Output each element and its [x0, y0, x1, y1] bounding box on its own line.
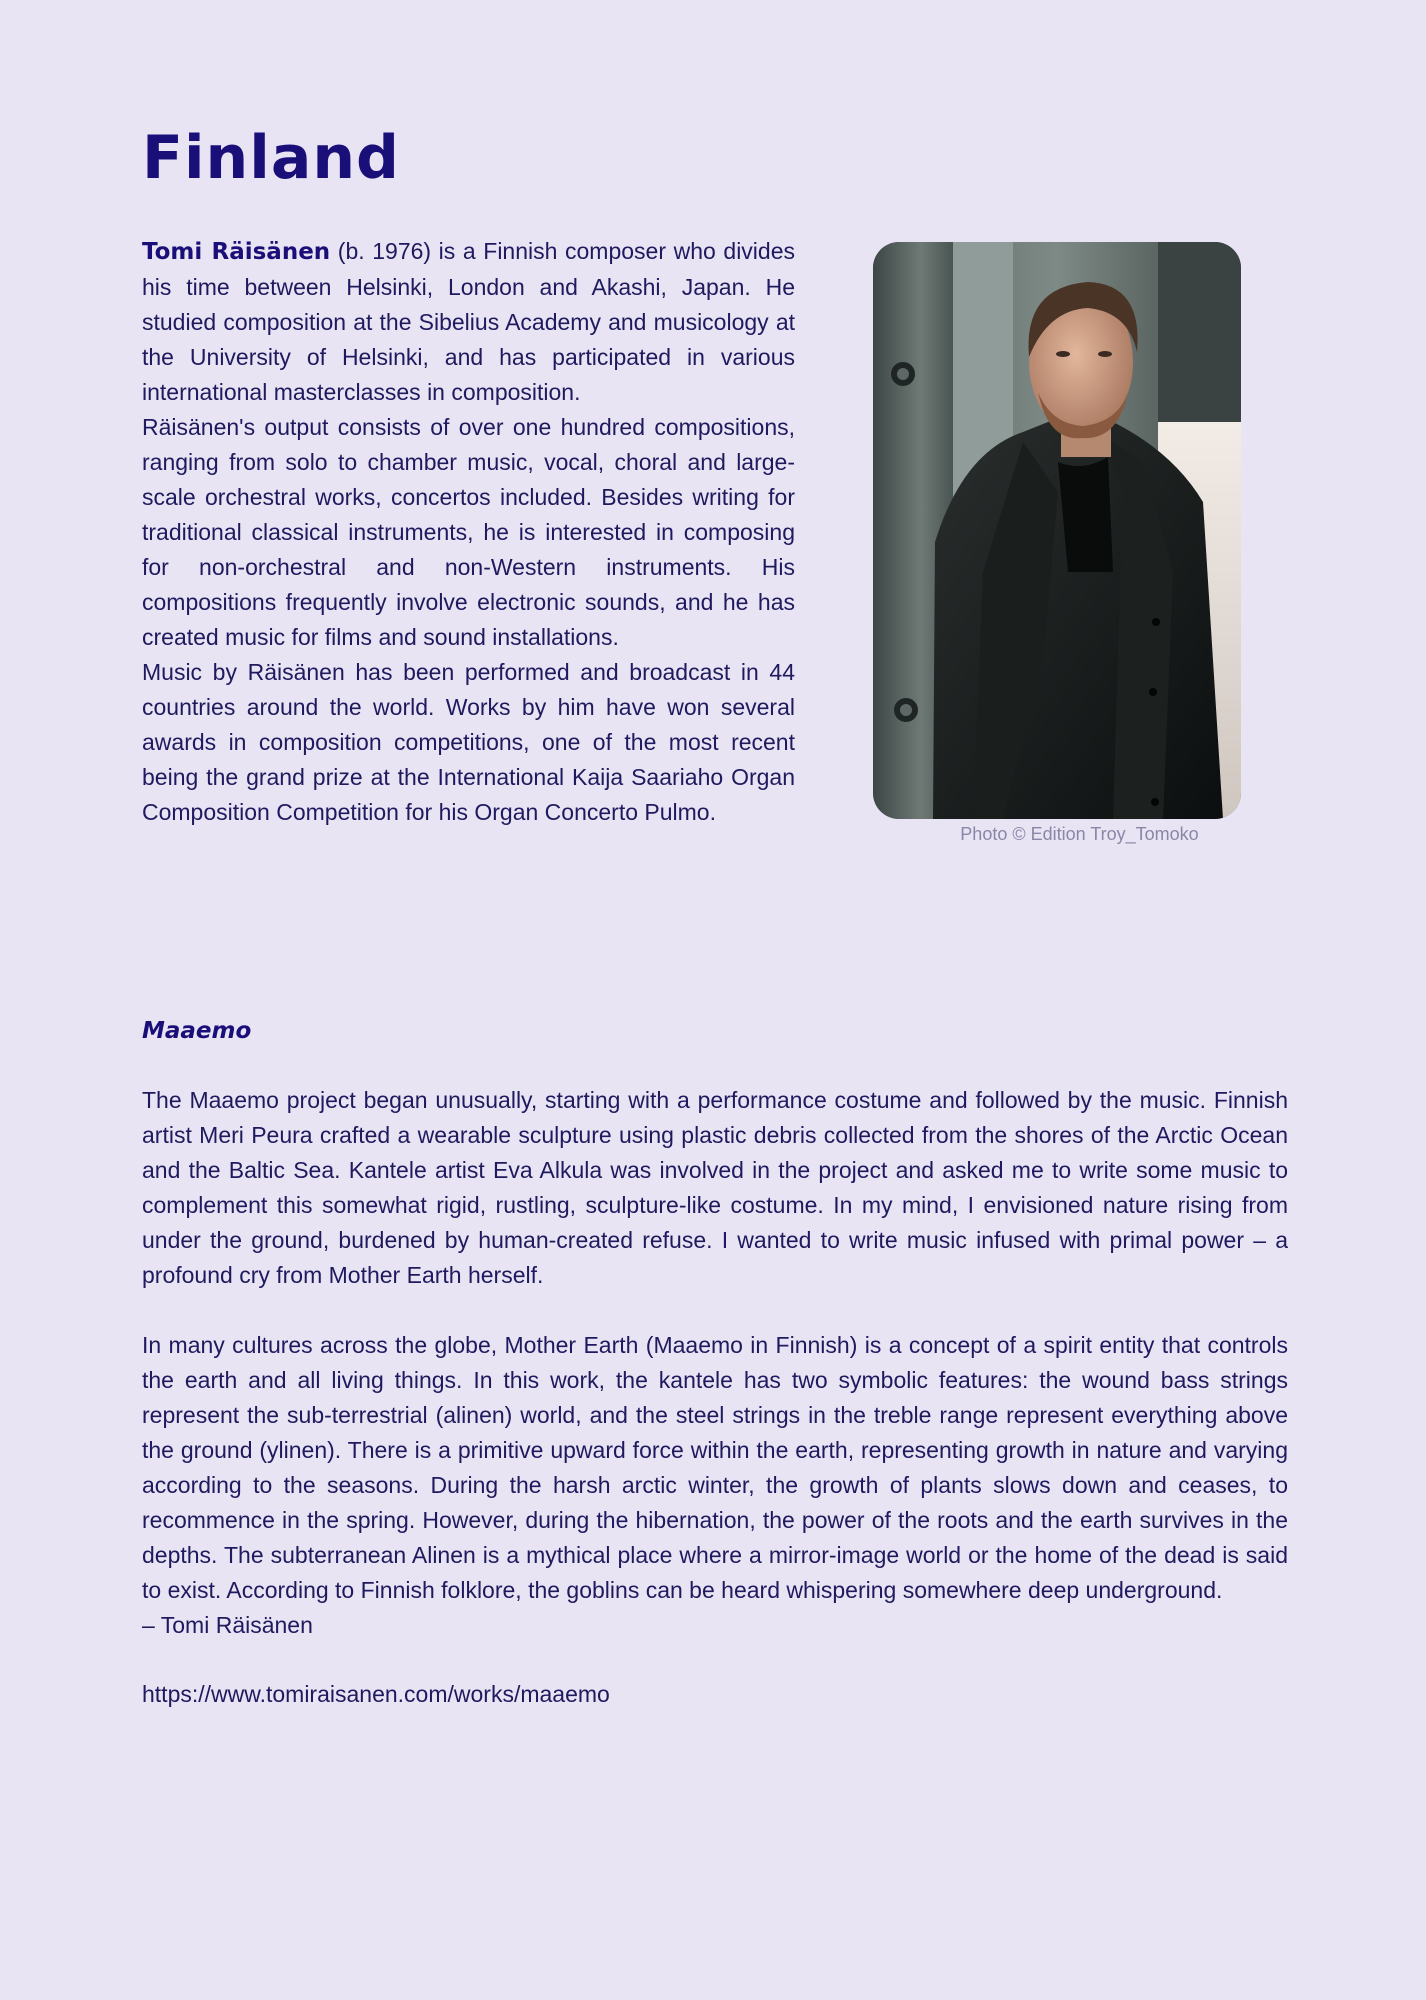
bio-paragraph-2: Räisänen's output consists of over one hundred compositions, ranging from solo to chamber music, vocal, choral and large-scale orchestral works, concertos included. Besides writing for traditional classical instruments, he is interested in composing for non-orchestral and non-Western instruments. His compositions frequently involve electronic sounds, and he has created music for films and sound installations. — [142, 414, 795, 650]
program-notes — [142, 1083, 1288, 1643]
notes-paragraph-1: The Maaemo project began unusually, starting with a performance costume and followed by the music. Finnish artist Meri Peura crafted a wearable sculpture using plastic debris collected from the shores of the Arctic Ocean and the Baltic Sea. Kantele artist Eva Alkula was involved in the project and asked me to write some music to complement this somewhat rigid, rustling, sculpture-like costume. In my mind, I envisioned nature rising from under the ground, burdened by human-created refuse. I wanted to write music infused with primal power – a profound cry from Mother Earth herself. — [142, 1087, 1288, 1288]
notes-signature: – Tomi Räisänen — [142, 1612, 313, 1638]
bio-intro-text: (b. 1976) is a Finnish composer who divides his time between Helsinki, London and Akashi, Japan. He studied composition at the Sibelius Academy and musicology at the University of Helsinki, and has participated in various international masterclasses in composition. — [142, 238, 795, 405]
composer-portrait-image — [873, 242, 1241, 819]
composer-photo — [873, 242, 1241, 819]
bio-paragraph-1 — [142, 234, 795, 410]
notes-paragraph-2: In many cultures across the globe, Mother Earth (Maaemo in Finnish) is a concept of a spirit entity that controls the earth and all living things. In this work, the kantele has two symbolic features: the wound bass strings represent the sub-terrestrial (alinen) world, and the steel strings in the treble range represent everything above the ground (ylinen). There is a primitive upward force within the earth, representing growth in nature and varying according to the seasons. During the harsh arctic winter, the growth of plants slows down and ceases, to recommence in the spring. However, during the hibernation, the power of the roots and the earth survives in the depths. The subterranean Alinen is a mythical place where a mirror-image world or the home of the dead is said to exist. According to Finnish folklore, the goblins can be heard whispering somewhere deep underground. — [142, 1332, 1288, 1603]
composer-name: Tomi Räisänen — [142, 239, 331, 265]
photo-credit: Photo © Edition Troy_Tomoko — [960, 824, 1199, 844]
work-url-link[interactable]: https://www.tomiraisanen.com/works/maaemo — [142, 1681, 610, 1707]
bio-paragraph-3: Music by Räisänen has been performed and broadcast in 44 countries around the world. Works by him have won several awards in composition competitions, one of the most recent being the grand prize at the International Kaija Saariaho Organ Composition Competition for his Organ Concerto Pulmo. — [142, 659, 795, 825]
work-title: Maaemo — [142, 1018, 252, 1044]
page-title: Finland — [142, 123, 400, 193]
composer-bio — [142, 234, 795, 830]
